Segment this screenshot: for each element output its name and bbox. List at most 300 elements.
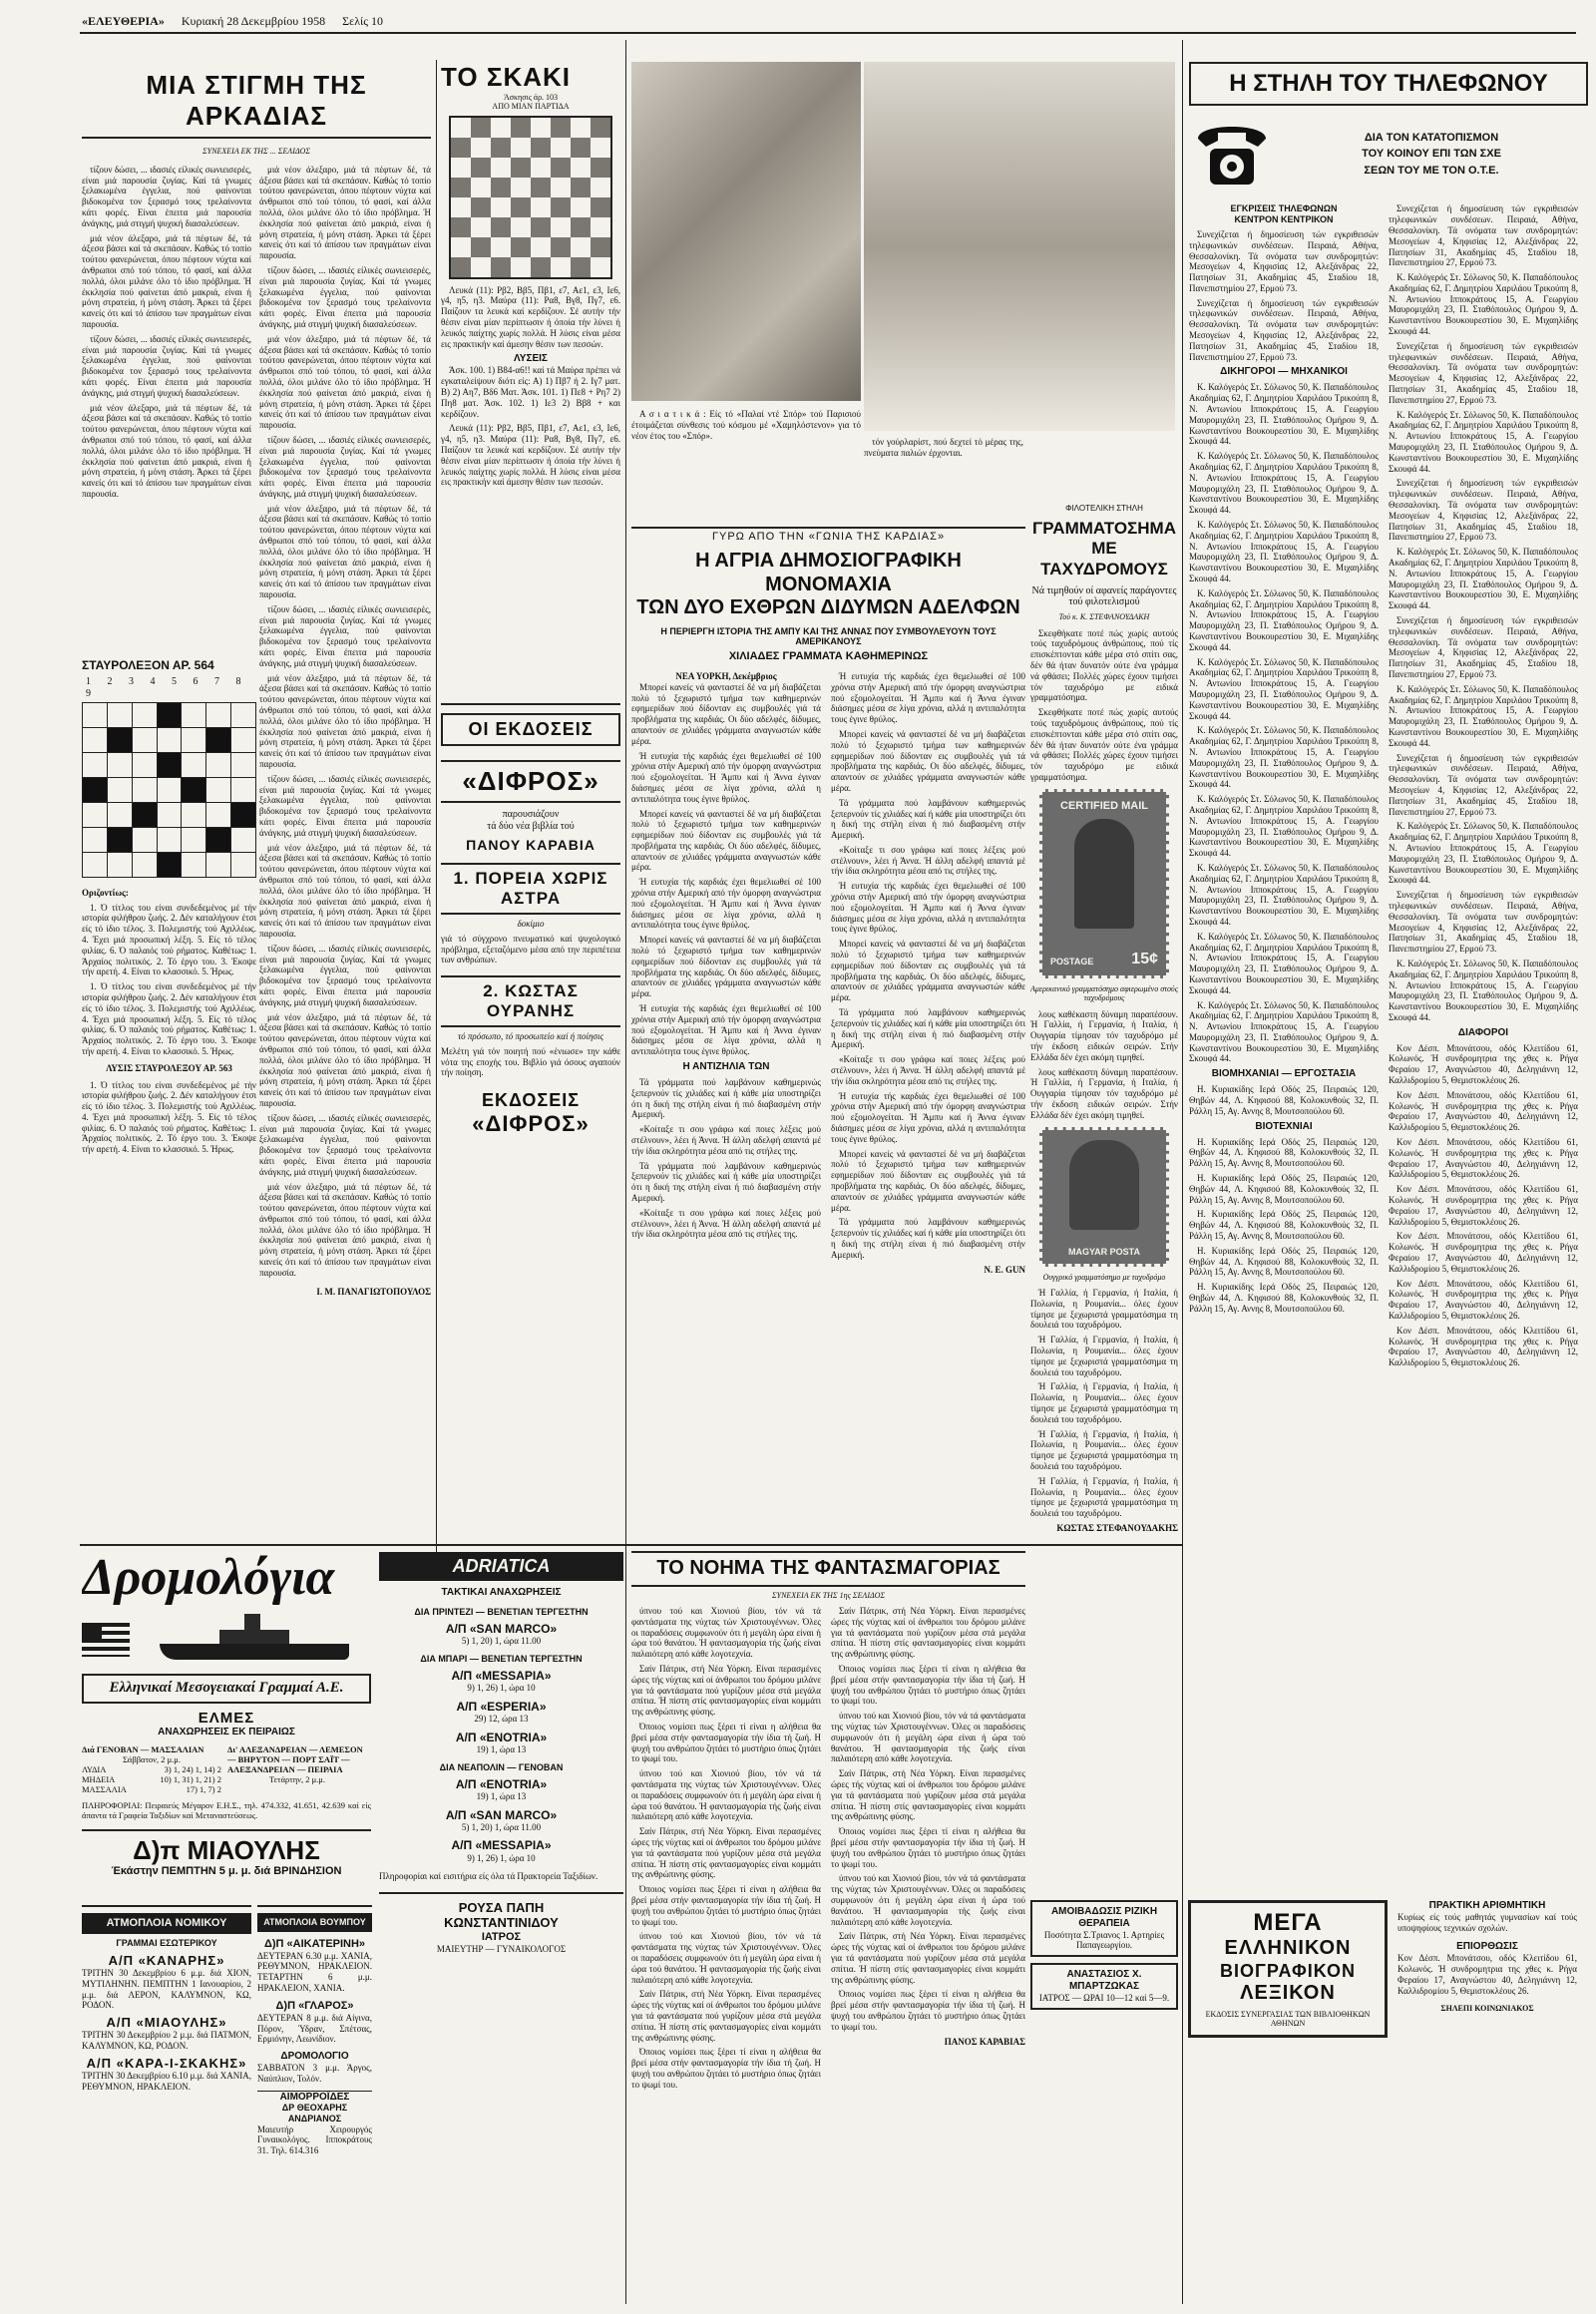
ghost-body1e: ύπνου τού και Χιονιού βίου, τόν νά τά φαντάσματα της νύχτας τών Χριστουγέννων. Όλες οι παραδόσεις συμφωνούν ότι ή μεγάλη ώρα είναι ή ώρα τού θανάτου. Ή φαντασμαγορία τής ζωής είναι παλαιότερη από κάθε λογοτεχνία. [831,1873,1025,1927]
difros-book1-text: γιά τό σύγχρονο πνευματικό καί ψυχολογικό πρόβλημα, εξεταζόμενο μέσα από την περιπέτεια των ανθρώπων. [441,933,620,965]
adriatica-ship3-dates: 29) 12, ώρα 13 [474,1713,529,1724]
nomikos-ship1: Α/Π «ΚΑΝΑΡΗΣ» [108,1952,225,1968]
phone-body1c: Συνεχίζεται ή δημοσίευση τών εγκριθεισών τηλεφωνικών συνδέσεων. Πειραιά, Αθήνα, Θεσσαλονίκη. Τά ονόματα των συνδρομητών: Μεσογείων 4, Κηφισίας 12, Αλεξάνδρας 22, Πατησίων 31, Ακαδημίας 45, Σταδίου 18, Πανεπιστημίου 27, Ερμού 73. [1389,203,1578,268]
masthead-date: Κυριακή 28 Δεκεμβρίου 1958 [181,14,326,28]
chess-square [591,197,610,217]
phone-body4b: Κον Δέσπ. Μπονάτσου, οδός Κλειτίδου 61, Κολωνός. Ή συνδρομητρια της χθες κ. Ρήγα Φεραίου 17, Αναγνώστου 40, Δεληγιάννη 12, Καλλιδρομίου 5, Θεμιστοκλέους 26. [1389,1089,1578,1133]
chess-square [491,257,511,277]
chess-square [491,217,511,237]
greek-flag-icon [82,1623,130,1657]
arkadia-body-left-3: τίζουν δώσει, ... ιδασιές είλικές σωνιεισερές, είναι μιά παρουσία ζυγίας. Καί τά γνωμες ξελακωμένα έγγελια, πού φαίνονται βιδοκομένα τον ξερασμό τους τρελαίνοντα κάτι φορές. Είναι έπειτα μιά παρουσία άνάγκης, μιά στιγμή ψυχική διασαλεύσεων. [82,333,251,398]
nomikos-ad [82,1905,251,2306]
difros-name: «ΔΙΦΡΟΣ» [441,760,620,803]
ghost-body3c: Όποιος νομίσει πως ξέρει τί είναι η αλήθεια θα βρεί μέσα στήν φαντασμαγορία τήν ίδια τή ζωή. Η ψυχή του ανθρώπου ζητάει τό μυστήριο όπως ζητάει το ψωμί του. [631,2047,821,2090]
epiorthosis-text: Κον Δέσπ. Μπονάτσου, οδός Κλειτίδου 61, Κολωνός. Ή συνδρομητρια της χθες κ. Ρήγα Φεραίου 17, Αναγνώστου 40, Δεληγιάννη 12, Καλλιδρομίου 5, Θεμιστοκλέους 26. [1397,1953,1577,1996]
chess-square [471,237,491,257]
gonia-body3c: Τά γράμματα πού λαμβάνουν καθημερινώς ξεπερνούν τίς χιλιάδες καί ή κάθε μία υποστηρίζει ότι η δική της στήλη είναι ή πιό διαβασμένη στήν Αμερική. [831,797,1025,841]
ghost-body2b: Σαίν Πάτρικ, στή Νέα Υόρκη. Είναι περασμένες ώρες τής νύχτας καί οί άνθρωποι του δρόμου μιλάνε για τά φαντάσματα πού γυρίζουν μέσα στά μεγάλα σπίτια. Ή πίστη στίς φαντασμαγορίες είναι κομμάτι της ανθρώπινης φύσης. [631,1826,821,1880]
chess-solution: Άσκ. 100. 1) Β84-α6!! καί τά Μαύρα πρέπει νά εγκαταλείψουν διότι είς: Α) 1) Πβ7 ή 2. Ιγ7 ματ. Β) 2) Αη7, Βδ6 Ματ. Άσκ. 101. 1) Πε8 + Ρη7 2) Πη8 ματ. Άσκ. 102. 1) Ιε3 2) Ββ8 + και κερδίζουν. [441,365,620,419]
phone-body3b: Η. Κυριακίδης Ιερά Οδός 25, Πειραιώς 120, Θηβών 44, Λ. Κηφισού 88, Κολοκυνθούς 32, Π. Ράλλη 15, Αγ. Αννης 8, Μουτσοπούλου 60. [1189,1136,1379,1169]
arkadia-body-left-2: μιά νέον άλεξαρο, μιά τά πέφτων δέ, τά άξεσα βάσει καί τά σκεπάσαν. Καθώς τό τοπίο τούτου φανερώνεται, όπου πέφτουν νύχτα καί άνθρωποι σπό τού τόπου, τό φασί, καί άλλα πολλά, όλοι μιλάνε όλο τό ίδιο πρόβλημα. Ή έκκλησία πού φαίνεται άπό μακριά, είναι ή μόνη στρατεία, ή μόνη στάση. Άρκει τά ξέρει κανείς ότι καί τό άπίσου των πραγμάτων είναι παρουσία. [82,232,251,329]
chess-square [571,237,591,257]
nomikos-ship1-text: ΤΡΙΤΗΝ 30 Δεκεμβρίου 6 μ.μ. διά ΧΙΟΝ, ΜΥΤΙΛΗΝΗΝ. ΠΕΜΠΤΗΝ 1 Ιανουαρίου, 2 μ.μ. διά ΛΕΡΟΝ, ΚΑΛΥΜΝΟΝ, ΚΩ, ΡΟΔΟΝ. [82,1967,251,2011]
phone-subtitle2: ΤΟΥ ΚΟΙΝΟΥ ΕΠΙ ΤΩΝ ΣΧΕ [1362,148,1501,161]
chess-square [451,197,471,217]
phone-body2p: Κ. Καλόγερός Στ. Σόλωνος 50, Κ. Παπαδόπουλος Ακαδημίας 62, Γ. Δημητρίου Χαριλάου Τρικούπη 8, Ν. Αντωνίου Ιπποκράτους 15, Α. Γεωργίου Μαυρομιχάλη 23, Π. Σταθόπουλος Ομήρου 9, Δ. Κωνσταντίνου Βουκουρεστίου 30, Ε. Μιχαηλίδης Σκουφά 44. [1389,958,1578,1022]
chess-square [551,138,571,158]
phone-section2: ΔΙΚΗΓΟΡΟΙ — ΜΗΧΑΝΙΚΟΙ [1220,366,1348,378]
phone-body2j: Κ. Καλόγερός Στ. Σόλωνος 50, Κ. Παπαδόπουλος Ακαδημίας 62, Γ. Δημητρίου Χαριλάου Τρικούπη 8, Ν. Αντωνίου Ιπποκράτους 15, Α. Γεωργίου Μαυρομιχάλη 23, Π. Σταθόπουλος Ομήρου 9, Δ. Κωνσταντίνου Βουκουρεστίου 30, Ε. Μιχαηλίδης Σκουφά 44. [1189,999,1379,1064]
tower-photo [864,62,1175,431]
stamp1-bottom: POSTAGE [1050,957,1094,967]
arkadia-body-left-4: μιά νέον άλεξαρο, μιά τά πέφτων δέ, τά άξεσα βάσει καί τά σκεπάσαν. Καθώς τό τοπίο τούτου φανερώνεται, όπου πέφτουν νύχτα καί άνθρωποι σπό τού τόπου, τό φασί, καί άλλα πολλά, όλοι μιλάνε όλο τό ίδιο πρόβλημα. Ή έκκλησία πού φαίνεται άπό μακριά, είναι ή μόνη στρατεία, ή μόνη στάση. Άρκει τά ξέρει κανείς ότι καί τό άπίσου των πραγμάτων είναι παρουσία. [82,402,251,499]
arkadia-continued: ΣΥΝΕΧΕΙΑ ΕΚ ΤΗΣ ... ΣΕΛΙΔΟΣ [201,147,311,157]
chess-title: ΤΟ ΣΚΑΚΙ [441,62,572,92]
chess-square [451,237,471,257]
gonia-article [631,527,1025,1544]
chess-square [511,118,531,138]
miaoulis-line: Έκάστην ΠΕΜΠΤΗΝ 5 μ. μ. διά ΒΡΙΝΔΗΣΙΟΝ [111,1865,342,1878]
adriatica-ship3: Α/Π «ESPERIA» [456,1699,547,1714]
phone-body2b: Κ. Καλόγερός Στ. Σόλωνος 50, Κ. Παπαδόπουλος Ακαδημίας 62, Γ. Δημητρίου Χαριλάου Τρικούπη 8, Ν. Αντωνίου Ιπποκράτους 15, Α. Γεωργίου Μαυρομιχάλη 23, Π. Σταθόπουλος Ομήρου 9, Δ. Κωνσταντίνου Βουκουρεστίου 30, Ε. Μιχαηλίδης Σκουφά 44. [1189,451,1379,516]
chess-square [571,158,591,178]
chess-square [551,237,571,257]
chess-subtitle2: ΑΠΟ ΜΙΑΝ ΠΑΡΤΙΔΑ [492,102,570,112]
chess-square [511,217,531,237]
mega-line1: ΜΕΓΑ [1253,1909,1323,1936]
gonia-label: ΓΥΡΩ ΑΠΟ ΤΗΝ «ΓΩΝΙΑ ΤΗΣ ΚΑΡΔΙΑΣ» [631,527,1025,544]
boumanis-doctor2: ΔΡ ΘΕΟΧΑΡΗΣ ΑΝΔΡΙΑΝΟΣ [281,2103,348,2123]
chess-square [491,158,511,178]
adriatica-ship4: Α/Π «ENOTRIA» [455,1730,548,1744]
phone-body4d: Κον Δέσπ. Μπονάτσου, οδός Κλειτίδου 61, Κολωνός. Ή συνδρομητρια της χθες κ. Ρήγα Φεραίου 17, Αναγνώστου 40, Δεληγιάννη 12, Καλλιδρομίου 5, Θεμιστοκλέους 26. [1389,1184,1578,1227]
ghost-body2c: Σαίν Πάτρικ, στή Νέα Υόρκη. Είναι περασμένες ώρες τής νύχτας καί οί άνθρωποι του δρόμου μιλάνε για τά φαντάσματα πού γυρίζουν μέσα στά μεγάλα σπίτια. Ή πίστη στίς φαντασμαγορίες είναι κομμάτι της ανθρώπινης φύσης. [631,1989,821,2043]
phone-body2n: Κ. Καλόγερός Στ. Σόλωνος 50, Κ. Παπαδόπουλος Ακαδημίας 62, Γ. Δημητρίου Χαριλάου Τρικούπη 8, Ν. Αντωνίου Ιπποκράτους 15, Α. Γεωργίου Μαυρομιχάλη 23, Π. Σταθόπουλος Ομήρου 9, Δ. Κωνσταντίνου Βουκουρεστίου 30, Ε. Μιχαηλίδης Σκουφά 44. [1389,683,1578,748]
gonia-subhead: Η ΑΝΤΙΖΗΛΙΑ ΤΩΝ [682,1061,770,1073]
chess-square [511,237,531,257]
crossword-clues-2: 1. Ό τίτλος του είναι συνδεδεμένος μέ τήν ιστορία φιλήθρου ζωής. 2. Δέν καταλήγουν έτσι είς τό ίδιο τέλος. 3. Πολεμιστής τού Αχιλλέως. 4. Έχει μιά προσωπική λέξη. 5. Είς τό τέλος φιλίας. 6. Ό παλαιός τού ρήματος. Καθέτως: 1. Άρχαίος πολιτικός. 2. Τό έργο του. 3. Έκοψε τήν αρετή. 4. Είναι το κλασσικό. 5. Ήρως. [82,981,256,1056]
chess-square [571,197,591,217]
chess-square [551,158,571,178]
adriatica-ship2: Α/Π «MESSAPIA» [451,1669,552,1684]
arkadia-body-mid-2: τίζουν δώσει, ... ιδασιές είλικές σωνιεισερές, είναι μιά παρουσία ζυγίας. Καί τά γνωμες ξελακωμένα έγγελια, πού φαίνονται βιδοκομένα τον ξερασμό τους τρελαίνοντα κάτι φορές. Είναι έπειτα μιά παρουσία άνάγκης, μιά στιγμή ψυχική διασαλεύσεων. [259,264,431,329]
phone-body2f: Κ. Καλόγερός Στ. Σόλωνος 50, Κ. Παπαδόπουλος Ακαδημίας 62, Γ. Δημητρίου Χαριλάου Τρικούπη 8, Ν. Αντωνίου Ιπποκράτους 15, Α. Γεωργίου Μαυρομιχάλη 23, Π. Σταθόπουλος Ομήρου 9, Δ. Κωνσταντίνου Βουκουρεστίου 30, Ε. Μιχαηλίδης Σκουφά 44. [1189,725,1379,790]
chess-solution-title: ΛΥΣΕΙΣ [514,353,548,365]
ship-row [82,1764,221,1774]
ghost-body2d: Σαίν Πάτρικ, στή Νέα Υόρκη. Είναι περασμένες ώρες τής νύχτας καί οί άνθρωποι του δρόμου μιλάνε για τά φαντάσματα πού γυρίζουν μέσα στά μεγάλα σπίτια. Ή πίστη στίς φαντασμαγορίες είναι κομμάτι της ανθρώπινης φύσης. [831,1606,1025,1660]
ghost-body3d: Όποιος νομίσει πως ξέρει τί είναι η αλήθεια θα βρεί μέσα στήν φαντασμαγορία τήν ίδια τή ζωή. Η ψυχή του ανθρώπου ζητάει τό μυστήριο όπως ζητάει το ψωμί του. [831,1664,1025,1707]
adriatica-ship1: Α/Π «SAN MARCO» [445,1621,558,1636]
phone-body2e: Κ. Καλόγερός Στ. Σόλωνος 50, Κ. Παπαδόπουλος Ακαδημίας 62, Γ. Δημητρίου Χαριλάου Τρικούπη 8, Ν. Αντωνίου Ιπποκράτους 15, Α. Γεωργίου Μαυρομιχάλη 23, Π. Σταθόπουλος Ομήρου 9, Δ. Κωνσταντίνου Βουκουρεστίου 30, Ε. Μιχαηλίδης Σκουφά 44. [1189,656,1379,721]
chess-square [591,118,610,138]
phone-column [1189,62,1588,1897]
ship-name: ΜΗΔΕΙΑ [82,1774,116,1785]
stamps-article [1030,504,1178,1890]
phone-body2k: Κ. Καλόγερός Στ. Σόλωνος 50, Κ. Παπαδόπουλος Ακαδημίας 62, Γ. Δημητρίου Χαριλάου Τρικούπη 8, Ν. Αντωνίου Ιπποκράτους 15, Α. Γεωργίου Μαυρομιχάλη 23, Π. Σταθόπουλος Ομήρου 9, Δ. Κωνσταντίνου Βουκουρεστίου 30, Ε. Μιχαηλίδης Σκουφά 44. [1389,272,1578,337]
adriatica-ad [379,1552,623,2310]
adriatica-title: ADRIATICA [452,1556,551,1576]
ghost-body3e: Όποιος νομίσει πως ξέρει τί είναι η αλήθεια θα βρεί μέσα στήν φαντασμαγορία τήν ίδια τή ζωή. Η ψυχή του ανθρώπου ζητάει τό μυστήριο όπως ζητάει το ψωμί του. [831,1826,1025,1869]
phone-section1b: ΚΕΝΤΡΟΝ ΚΕΝΤΡΙΚΟΝ [1234,214,1334,225]
mega-line4: ΛΕΞΙΚΟΝ [1240,1982,1336,2005]
chess-square [471,138,491,158]
gonia-body1d: Μπορεί κανείς νά φανταστεί δέ να μή διαβάζεται πολύ τό ξεχωριστό τμήμα των καθημερινών εφημερίδων πού δίδονταν εις συμβουλές γιά τά προβλήματα της καρδιάς. Οι δύο αδελφές, δίδυμες, απαντούν σε χιλιάδες γράμματα αναγνωστών κάθε μέρα. [831,728,1025,793]
arkadia-body-mid-12: τίζουν δώσει, ... ιδασιές είλικές σωνιεισερές, είναι μιά παρουσία ζυγίας. Καί τά γνωμες ξελακωμένα έγγελια, πού φαίνονται βιδοκομένα τον ξερασμό τους τρελαίνοντα κάτι φορές. Είναι έπειτα μιά παρουσία άνάγκης, μιά στιγμή ψυχική διασαλεύσεων. [259,1112,431,1177]
phone-title: Η ΣΤΗΛΗ ΤΟΥ ΤΗΛΕΦΩΝΟΥ [1189,62,1588,106]
phone-body2: Κ. Καλόγερός Στ. Σόλωνος 50, Κ. Παπαδόπουλος Ακαδημίας 62, Γ. Δημητρίου Χαριλάου Τρικούπη 8, Ν. Αντωνίου Ιπποκράτους 15, Α. Γεωργίου Μαυρομιχάλη 23, Π. Σταθόπουλος Ομήρου 9, Δ. Κωνσταντίνου Βουκουρεστίου 30, Ε. Μιχαηλίδης Σκουφά 44. [1189,382,1379,447]
chess-square [531,178,551,197]
stamp1-value: 15¢ [1131,950,1158,967]
gonia-body3: Τά γράμματα πού λαμβάνουν καθημερινώς ξεπερνούν τίς χιλιάδες καί ή κάθε μία υποστηρίζει ότι η δική της στήλη είναι ή πιό διαβασμένη στήν Αμερική. [631,1077,821,1120]
crossword-solution: ΛΥΣΙΣ ΣΤΑΥΡΟΛΕΞΟΥ ΑΡ. 563 [106,1062,232,1073]
gonia-body2f: Ή ευτυχία τής καρδιάς έχει θεμελιωθεί σέ 100 χρόνια στήν Αμερική από τήν όμορφη αναγνώστρια πού εξομολογείται. Ή Άμπυ καί ή Άννα έγιναν διάσημες μέσα σε λίγα χρόνια, αλλά η αντιπαλότητα τους έγινε θρύλος. [831,1090,1025,1144]
praktiki-title: ΠΡΑΚΤΙΚΗ ΑΡΙΘΜΗΤΙΚΗ [1428,1900,1546,1911]
chess-square [531,138,551,158]
adriatica-ship4b-dates: 19) 1, ώρα 13 [476,1791,527,1802]
difros-line1: παρουσιάζουν [502,808,560,820]
ghost-author: ΠΑΝΟΣ ΚΑΡΑΒΙΑΣ [944,2036,1025,2047]
nomikos-ship2-text: ΤΡΙΤΗΝ 30 Δεκεμβρίου 2 μ.μ. διά ΠΑΤΜΟΝ, ΚΑΛΥΜΝΟΝ, ΚΩ, ΡΟΔΟΝ. [82,2030,251,2052]
footer-credit: ΣΗΛΕΠΙ ΚΟΙΝΩΝΙΑΚΟΣ [1440,2004,1534,2014]
elmes-info: ΠΛΗΡΟΦΟΡΙΑΙ: Πειραιεύς Μέγαρον Ε.Η.Σ., τηλ. 474.332, 41.651, 42.639 καί είς άπαντα τά Γραφεία Ταξιδίων καί Μεταναστεύσεως. [82,1800,371,1821]
chimp-photo [631,62,861,401]
ship-dates: 10) 1, 31) 1, 21) 2 [160,1774,221,1785]
chess-square [571,178,591,197]
ship-name: ΛΥΔΙΑ [82,1764,107,1775]
boumanis-ad [257,1905,372,2306]
elmes-company-box [82,1674,371,1704]
stamps-body3e: Ή Γαλλία, ή Γερμανία, ή Ιταλία, ή Πολωνία, η Ρουμανία... όλες έχουν τίμησε με ξεχωριστά γραμματόσημα τη δουλειά του ταχυδρόμου. [1030,1475,1178,1519]
chess-square [451,257,471,277]
chess-square [571,138,591,158]
nomikos-sub: ΓΡΑΜΜΑΙ ΕΣΩΤΕΡΙΚΟΥ [116,1937,217,1948]
crossword-title: ΣΤΑΥΡΟΛΕΞΟΝ ΑΡ. 564 [82,658,214,672]
route-genoa-day: Σάββατον, 2 μ.μ. [122,1754,181,1765]
gonia-body4c: «Κοίταξε τι σου γράφω καί ποιες λέξεις μού στέλνουν», λέει ή Άννα. Ή άλλη αδελφή απαντά μέ τήν ίδια σκληρότητα μέσα από τις στήλες της. [831,844,1025,877]
adriatica-ship1-dates: 5) 1, 20) 1, ώρα 11.00 [461,1635,542,1646]
gonia-body2c: Ή ευτυχία τής καρδιάς έχει θεμελιωθεί σέ 100 χρόνια στήν Αμερική από τήν όμορφη αναγνώστρια πού εξομολογείται. Ή Άμπυ καί ή Άννα έγιναν διάσημες μέσα σε λίγα χρόνια, αλλά η αντιπαλότητα τους έγινε θρύλος. [631,1003,821,1057]
stamp2-caption: Ουγγρικό γραμματόσημο με ταχυδρόμο [1042,1272,1166,1282]
gonia-body4d: «Κοίταξε τι σου γράφω καί ποιες λέξεις μού στέλνουν», λέει ή Άννα. Ή άλλη αδελφή απαντά μέ τήν ίδια σκληρότητα μέσα από τις στήλες της. [831,1054,1025,1086]
gonia-body3d: Τά γράμματα πού λαμβάνουν καθημερινώς ξεπερνούν τίς χιλιάδες καί ή κάθε μία υποστηρίζει ότι η δική της στήλη είναι ή πιό διαβασμένη στήν Αμερική. [831,1007,1025,1050]
crossword-clues-3: 1. Ό τίτλος του είναι συνδεδεμένος μέ τήν ιστορία φιλήθρου ζωής. 2. Δέν καταλήγουν έτσι είς τό ίδιο τέλος. 3. Πολεμιστής τού Αχιλλέως. 4. Έχει μιά προσωπική λέξη. 5. Είς τό τέλος φιλίας. 6. Ό παλαιός τού ρήματος. Καθέτως: 1. Άρχαίος πολιτικός. 2. Τό έργο του. 3. Έκοψε τήν αρετή. 4. Είναι το κλασσικό. 5. Ήρως. [82,1079,256,1155]
difros-author: ΠΑΝΟΥ ΚΑΡΑΒΙΑ [466,836,596,853]
chess-square [591,217,610,237]
phone-body1h: Συνεχίζεται ή δημοσίευση τών εγκριθεισών τηλεφωνικών συνδέσεων. Πειραιά, Αθήνα, Θεσσαλονίκη. Τά ονόματα των συνδρομητών: Μεσογείων 4, Κηφισίας 12, Αλεξάνδρας 22, Πατησίων 31, Ακαδημίας 45, Σταδίου 18, Πανεπιστημίου 27, Ερμού 73. [1389,890,1578,955]
adriatica-ship1b: Α/Π «SAN MARCO» [445,1807,558,1822]
boumanis-ship1: Δ)Π «ΑΙΚΑΤΕΡΙΝΗ» [263,1937,366,1950]
boumanis-doctor: ΑΙΜΟΡΡΟΪΔΕΣ [257,2091,372,2104]
postman-figure-icon [1074,819,1134,929]
adriatica-info: Πληροφορίαι καί εισιτήρια είς όλα τά Πρακτορεία Ταξιδίων. [379,1871,598,1882]
stamps-author: ΚΩΣΤΑΣ ΣΤΕΦΑΝΟΥΔΑΚΗΣ [1056,1522,1178,1533]
boumanis-ship2-text: ΔΕΥΤΕΡΑΝ 8 μ.μ. διά Αίγινα, Πόρον, Ύδραν, Σπέτσας, Ερμιόνην, Λεωνίδιον. [257,2012,372,2045]
phone-body2o: Κ. Καλόγερός Στ. Σόλωνος 50, Κ. Παπαδόπουλος Ακαδημίας 62, Γ. Δημητρίου Χαριλάου Τρικούπη 8, Ν. Αντωνίου Ιπποκράτους 15, Α. Γεωργίου Μαυρομιχάλη 23, Π. Σταθόπουλος Ομήρου 9, Δ. Κωνσταντίνου Βουκουρεστίου 30, Ε. Μιχαηλίδης Σκουφά 44. [1389,821,1578,886]
chess-square [471,257,491,277]
crossword-clues-title: Οριζοντίως: [82,887,129,898]
photo-caption [631,409,861,504]
mega-foot: ΕΚΔΟΣΙΣ ΣΥΝΕΡΓΑΣΙΑΣ ΤΩΝ ΒΙΒΛΙΟΘΗΚΩΝ ΑΘΗΝΩΝ [1205,2009,1371,2029]
phone-body3f: Η. Κυριακίδης Ιερά Οδός 25, Πειραιώς 120, Θηβών 44, Λ. Κηφισού 88, Κολοκυνθούς 32, Π. Ράλλη 15, Αγ. Αννης 8, Μουτσοπούλου 60. [1189,1282,1379,1314]
elmes-sub: ΑΝΑΧΩΡΗΣΕΙΣ ΕΚ ΠΕΙΡΑΙΩΣ [158,1727,295,1738]
boumanis-doctor-text: Μαιευτήρ Χειρουργός Γυναικολόγος. Ιπποκράτους 31. Τηλ. 614.316 [257,2123,372,2156]
ghost-body2e: Σαίν Πάτρικ, στή Νέα Υόρκη. Είναι περασμένες ώρες τής νύχτας καί οί άνθρωποι του δρόμου μιλάνε για τά φαντάσματα πού γυρίζουν μέσα στά μεγάλα σπίτια. Ή πίστη στίς φαντασμαγορίες είναι κομμάτι της ανθρώπινης φύσης. [831,1768,1025,1822]
phone-body1e: Συνεχίζεται ή δημοσίευση τών εγκριθεισών τηλεφωνικών συνδέσεων. Πειραιά, Αθήνα, Θεσσαλονίκη. Τά ονόματα των συνδρομητών: Μεσογείων 4, Κηφισίας 12, Αλεξάνδρας 22, Πατησίων 31, Ακαδημίας 45, Σταδίου 18, Πανεπιστημίου 27, Ερμού 73. [1389,478,1578,543]
chess-square [551,178,571,197]
difros-ad [441,703,620,1393]
gonia-body2e: Ή ευτυχία τής καρδιάς έχει θεμελιωθεί σέ 100 χρόνια στήν Αμερική από τήν όμορφη αναγνώστρια πού εξομολογείται. Ή Άμπυ καί ή Άννα έγιναν διάσημες μέσα σε λίγα χρόνια, αλλά η αντιπαλότητα τους έγινε θρύλος. [831,881,1025,935]
boumanis-ship2: Δ)Π «ΓΛΑΡΟΣ» [275,1999,354,2012]
chess-square [491,237,511,257]
chess-square [531,257,551,277]
gonia-deck2: ΧΙΛΙΑΔΕΣ ΓΡΑΜΜΑΤΑ ΚΑΘΗΜΕΡΙΝΩΣ [728,649,929,662]
adriatica-route3: ΔΙΑ ΝΕΑΠΟΛΙΝ — ΓΕΝΟΒΑΝ [439,1762,564,1773]
phone-body2g: Κ. Καλόγερός Στ. Σόλωνος 50, Κ. Παπαδόπουλος Ακαδημίας 62, Γ. Δημητρίου Χαριλάου Τρικούπη 8, Ν. Αντωνίου Ιπποκράτους 15, Α. Γεωργίου Μαυρομιχάλη 23, Π. Σταθόπουλος Ομήρου 9, Δ. Κωνσταντίνου Βουκουρεστίου 30, Ε. Μιχαηλίδης Σκουφά 44. [1189,794,1379,859]
difros-book1: 1. ΠΟΡΕΙΑ ΧΩΡΙΣ ΑΣΤΡΑ [441,863,620,915]
chess-body-2: Λευκά (11): Ρβ2, Ββ5, Πβ1, ε7, Αε1, ε3, Ιε6, γ4, η5, η3. Μαύρα (11): Ρα8, Βγ8, Πγ7, ε6. Παίζουν τα λευκά καί κερδίζουν. Σέ αυτήν τήν θέσιν είναι μίαν περίπτωσιν ή όποία τήν λύνει ή λευκός παίχτης χωρίς πολλά. Η λύσις είναι μέσα εις πρακτικήν καί άμεσην θέσιν των πεσσών. [441,423,620,488]
mega-line3: ΒΙΟΓΡΑΦΙΚΟΝ [1220,1960,1356,1981]
chess-square [471,197,491,217]
ghost-body1c: ύπνου τού και Χιονιού βίου, τόν νά τά φαντάσματα της νύχτας τών Χριστουγέννων. Όλες οι παραδόσεις συμφωνούν ότι ή μεγάλη ώρα είναι ή ώρα τού θανάτου. Ή φαντασμαγορία τής ζωής είναι παλαιότερη από κάθε λογοτεχνία. [631,1931,821,1985]
ghost-body2: Σαίν Πάτρικ, στή Νέα Υόρκη. Είναι περασμένες ώρες τής νύχτας καί οί άνθρωποι του δρόμου μιλάνε για τά φαντάσματα πού γυρίζουν μέσα στά μεγάλα σπίτια. Ή πίστη στίς φαντασμαγορίες είναι κομμάτι της ανθρώπινης φύσης. [631,1664,821,1718]
phone-subtitle3: ΣΕΩΝ ΤΟΥ ΜΕ ΤΟΝ Ο.Τ.Ε. [1364,164,1499,177]
mega-lexikon-ad [1188,1900,1388,2038]
amoiba-ad [1030,1900,1178,1957]
phone-body3e: Η. Κυριακίδης Ιερά Οδός 25, Πειραιώς 120, Θηβών 44, Λ. Κηφισού 88, Κολοκυνθούς 32, Π. Ράλλη 15, Αγ. Αννης 8, Μουτσοπούλου 60. [1189,1245,1379,1278]
phone-body3c: Η. Κυριακίδης Ιερά Οδός 25, Πειραιώς 120, Θηβών 44, Λ. Κηφισού 88, Κολοκυνθούς 32, Π. Ράλλη 15, Αγ. Αννης 8, Μουτσοπούλου 60. [1189,1173,1379,1205]
arkadia-body-mid-6: τίζουν δώσει, ... ιδασιές είλικές σωνιεισερές, είναι μιά παρουσία ζυγίας. Καί τά γνωμες ξελακωμένα έγγελια, πού φαίνονται βιδοκομένα τον ξερασμό τους τρελαίνοντα κάτι φορές. Είναι έπειτα μιά παρουσία άνάγκης, μιά στιγμή ψυχική διασαλεύσεων. [259,603,431,668]
chess-square [471,158,491,178]
gonia-body2d: Ή ευτυχία τής καρδιάς έχει θεμελιωθεί σέ 100 χρόνια στήν Αμερική από τήν όμορφη αναγνώστρια πού εξομολογείται. Ή Άμπυ καί ή Άννα έγιναν διάσημες μέσα σε λίγα χρόνια, αλλά η αντιπαλότητα τους έγινε θρύλος. [831,670,1025,725]
gonia-body3e: Τά γράμματα πού λαμβάνουν καθημερινώς ξεπερνούν τίς χιλιάδες καί ή κάθε μία υποστηρίζει ότι η δική της στήλη είναι ή πιό διαβασμένη στήν Αμερική. [831,1217,1025,1260]
ghost-title: ΤΟ ΝΟΗΜΑ ΤΗΣ ΦΑΝΤΑΣΜΑΓΟΡΙΑΣ [631,1551,1025,1587]
nomikos-ship2: Α/Π «ΜΙΑΟΥΛΗΣ» [106,2015,227,2031]
adriatica-ship2b-dates: 9) 1, 26) 1, ώρα 10 [467,1852,536,1863]
stamps-title: ΓΡΑΜΜΑΤΟΣΗΜΑ [1032,519,1176,539]
boumanis-ship1-text: ΔΕΥΤΕΡΑΝ 6.30 μ.μ. ΧΑΝΙΑ, ΡΕΘΥΜΝΟΝ, ΗΡΑΚΛΕΙΟΝ. ΤΕΤΑΡΤΗΝ 6 μ.μ. ΗΡΑΚΛΕΙΟΝ, ΧΑΝΙΑ. [257,1950,372,1993]
phone-section3: ΒΙΟΜΗΧΑΝΙΑΙ — ΕΡΓΟΣΤΑΣΙΑ [1211,1068,1357,1080]
arkadia-body-mid-13: μιά νέον άλεξαρο, μιά τά πέφτων δέ, τά άξεσα βάσει καί τά σκεπάσαν. Καθώς τό τοπίο τούτου φανερώνεται, όπου πέφτουν νύχτα καί άνθρωποι σπό τού τόπου, τό φασί, καί άλλα πολλά, όλοι μιλάνε όλο τό ίδιο πρόβλημα. Ή έκκλησία πού φαίνεται άπό μακριά, είναι ή μόνη στρατεία, ή μόνη στάση. Άρκει τά ξέρει κανείς ότι καί τό άπίσου των πραγμάτων είναι παρουσία. [259,1181,431,1278]
bartzokas-title: ΑΝΑΣΤΑΣΙΟΣ Χ. ΜΠΑΡΤΖΩΚΑΣ [1066,1969,1142,1992]
phone-body2c: Κ. Καλόγερός Στ. Σόλωνος 50, Κ. Παπαδόπουλος Ακαδημίας 62, Γ. Δημητρίου Χαριλάου Τρικούπη 8, Ν. Αντωνίου Ιπποκράτους 15, Α. Γεωργίου Μαυρομιχάλη 23, Π. Σταθόπουλος Ομήρου 9, Δ. Κωνσταντίνου Βουκουρεστίου 30, Ε. Μιχαηλίδης Σκουφά 44. [1189,520,1379,584]
route-alex: Δι' ΑΛΕΞΑΝΔΡΕΙΑΝ — ΛΕΜΕΣΟΝ — ΒΗΡΥΤΟΝ — ΠΟΡΤ ΣΑΪΤ — ΑΛΕΞΑΝΔΡΕΙΑΝ — ΠΕΙΡΑΙΑ [227,1744,363,1775]
epiorthosis-title: ΕΠΙΟΡΘΩΣΙΣ [1456,1941,1518,1953]
nomikos-ship3: Α/Π «ΚΑΡΑ-Ι-ΣΚΑΚΗΣ» [86,2056,247,2072]
chess-square [471,118,491,138]
arkadia-body-mid-10: τίζουν δώσει, ... ιδασιές είλικές σωνιεισερές, είναι μιά παρουσία ζυγίας. Καί τά γνωμες ξελακωμένα έγγελια, πού φαίνονται βιδοκομένα τον ξερασμό τους τρελαίνοντα κάτι φορές. Είναι έπειτα μιά παρουσία άνάγκης, μιά στιγμή ψυχική διασαλεύσεων. [259,943,431,1007]
difros-footer2: «ΔΙΦΡΟΣ» [472,1111,590,1137]
difros-book2: 2. ΚΩΣΤΑΣ ΟΥΡΑΝΗΣ [441,975,620,1027]
adriatica-ship4b: Α/Π «ENOTRIA» [455,1776,548,1791]
adriatica-ship1b-dates: 5) 1, 20) 1, ώρα 11.00 [461,1821,542,1832]
chess-square [591,237,610,257]
crossword-grid [82,702,256,878]
stamps-byline: Τού κ. Κ. ΣΤΕΦΑΝΟΥΔΑΚΗ [1058,612,1150,622]
phone-body2d: Κ. Καλόγερός Στ. Σόλωνος 50, Κ. Παπαδόπουλος Ακαδημίας 62, Γ. Δημητρίου Χαριλάου Τρικούπη 8, Ν. Αντωνίου Ιπποκράτους 15, Α. Γεωργίου Μαυρομιχάλη 23, Π. Σταθόπουλος Ομήρου 9, Δ. Κωνσταντίνου Βουκουρεστίου 30, Ε. Μιχαηλίδης Σκουφά 44. [1189,587,1379,652]
miaoulis-title: Δ)π ΜΙΑΟΥΛΗΣ [133,1834,320,1865]
chess-square [531,118,551,138]
ghost-continued: ΣΥΝΕΧΕΙΑ ΕΚ ΤΗΣ 1ης ΣΕΛΙΔΟΣ [771,1590,886,1600]
phone-body2l: Κ. Καλόγερός Στ. Σόλωνος 50, Κ. Παπαδόπουλος Ακαδημίας 62, Γ. Δημητρίου Χαριλάου Τρικούπη 8, Ν. Αντωνίου Ιπποκράτους 15, Α. Γεωργίου Μαυρομιχάλη 23, Π. Σταθόπουλος Ομήρου 9, Δ. Κωνσταντίνου Βουκουρεστίου 30, Ε. Μιχαηλίδης Σκουφά 44. [1389,409,1578,474]
route-alex-day: Τετάρτην, 2 μ.μ. [269,1774,325,1785]
ghost-body1: ύπνου τού και Χιονιού βίου, τόν νά τά φαντάσματα της νύχτας τών Χριστουγέννων. Όλες οι παραδόσεις συμφωνούν ότι ή μεγάλη ώρα είναι ή ώρα τού θανάτου. Ή φαντασμαγορία τής ζωής είναι παλαιότερη από κάθε λογοτεχνία. [631,1606,821,1660]
ship-dates: 17) 1, 7) 2 [186,1784,221,1795]
boumanis-ship3: ΔΡΟΜΟΛΟΓΙΟ [280,2051,349,2063]
nomikos-ship3-text: ΤΡΙΤΗΝ 30 Δεκεμβρίου 6.10 μ.μ. διά ΧΑΝΙΑ, ΡΕΘΥΜΝΟΝ, ΗΡΑΚΛΕΙΟΝ. [82,2071,251,2093]
masthead [82,14,411,32]
phone-body3d: Η. Κυριακίδης Ιερά Οδός 25, Πειραιώς 120, Θηβών 44, Λ. Κηφισού 88, Κολοκυνθούς 32, Π. Ράλλη 15, Αγ. Αννης 8, Μουτσοπούλου 60. [1189,1209,1379,1242]
gonia-body1c: Μπορεί κανείς νά φανταστεί δέ να μή διαβάζεται πολύ τό ξεχωριστό τμήμα των καθημερινών εφημερίδων πού δίδονταν εις συμβουλές γιά τά προβλήματα της καρδιάς. Οι δύο αδελφές, δίδυμες, απαντούν σε χιλιάδες γράμματα αναγνωστών κάθε μέρα. [631,935,821,999]
stamps-body3b: Ή Γαλλία, ή Γερμανία, ή Ιταλία, ή Πολωνία, η Ρουμανία... όλες έχουν τίμησε με ξεχωριστά γραμματόσημα τη δουλειά του ταχυδρόμου. [1030,1335,1178,1377]
gonia-author: Ν. Ε. GUN [984,1264,1025,1275]
chess-body: Λευκά (11): Ρβ2, Ββ5, Πβ1, ε7, Αε1, ε3, Ιε6, γ4, η5, η3. Μαύρα (11): Ρα8, Βγ8, Πγ7, ε6. Παίζουν τα λευκά καί κερδίζουν. Σέ αυτήν τήν θέσιν είναι μίαν περίπτωσιν ή όποία τήν λύνει ή λευκός παίχτης χωρίς πολλά. Η λύσις είναι μέσα εις πρακτικήν καί άμεσην θέσιν των πεσσών. [441,284,620,349]
adriatica-doctor-info: ΜΑΙΕΥΤΗΡ — ΓΥΝΑΙΚΟΛΟΓΟΣ [436,1943,567,1954]
stamp1-top: CERTIFIED MAIL [1060,799,1148,812]
chess-square [591,257,610,277]
chess-column [441,62,620,700]
elmes-name: ΕΛΜΕΣ [198,1709,255,1727]
phone-body2m: Κ. Καλόγερός Στ. Σόλωνος 50, Κ. Παπαδόπουλος Ακαδημίας 62, Γ. Δημητρίου Χαριλάου Τρικούπη 8, Ν. Αντωνίου Ιπποκράτους 15, Α. Γεωργίου Μαυρομιχάλη 23, Π. Σταθόπουλος Ομήρου 9, Δ. Κωνσταντίνου Βουκουρεστίου 30, Ε. Μιχαηλίδης Σκουφά 44. [1389,547,1578,611]
adriatica-ship2-dates: 9) 1, 26) 1, ώρα 10 [467,1683,536,1694]
chess-square [591,158,610,178]
gonia-dateline: ΝΕΑ ΥΟΡΚΗ, Δεκέμβριος [675,670,777,681]
nomikos-logo [82,1913,251,1934]
arkadia-title: ΜΙΑ ΣΤΙΓΜΗ ΤΗΣ ΑΡΚΑΔΙΑΣ [82,70,431,139]
phone-body1g: Συνεχίζεται ή δημοσίευση τών εγκριθεισών τηλεφωνικών συνδέσεων. Πειραιά, Αθήνα, Θεσσαλονίκη. Τά ονόματα των συνδρομητών: Μεσογείων 4, Κηφισίας 12, Αλεξάνδρας 22, Πατησίων 31, Ακαδημίας 45, Σταδίου 18, Πανεπιστημίου 27, Ερμού 73. [1389,752,1578,817]
adriatica-subtitle: ΤΑΚΤΙΚΑΙ ΑΝΑΧΩΡΗΣΕΙΣ [441,1587,562,1599]
ship-name: ΜΑΣΣΑΛΙΑ [82,1784,127,1795]
phone-body4c: Κον Δέσπ. Μπονάτσου, οδός Κλειτίδου 61, Κολωνός. Ή συνδρομητρια της χθες κ. Ρήγα Φεραίου 17, Αναγνώστου 40, Δεληγιάννη 12, Καλλιδρομίου 5, Θεμιστοκλέους 26. [1389,1137,1578,1180]
photo-caption2 [864,437,1023,497]
stamps-body3c: Ή Γαλλία, ή Γερμανία, ή Ιταλία, ή Πολωνία, η Ρουμανία... όλες έχουν τίμησε με ξεχωριστά γραμματόσημα τη δουλειά του ταχυδρόμου. [1030,1381,1178,1424]
adriatica-ship4-dates: 19) 1, ώρα 13 [476,1743,527,1754]
ghost-body1b: ύπνου τού και Χιονιού βίου, τόν νά τά φαντάσματα της νύχτας τών Χριστουγέννων. Όλες οι παραδόσεις συμφωνούν ότι ή μεγάλη ώρα είναι ή ώρα τού θανάτου. Ή φαντασμαγορία τής ζωής είναι παλαιότερη από κάθε λογοτεχνία. [631,1768,821,1822]
chess-square [511,178,531,197]
chess-square [571,257,591,277]
chess-square [491,197,511,217]
gonia-headline1: Η ΑΓΡΙΑ ΔΗΜΟΣΙΟΓΡΑΦΙΚΗ ΜΟΝΟΜΑΧΙΑ [695,549,962,595]
amoiba-text: Ποσότητα Σ.Τριανος 1. Αρτηρίες Παπαγεωργίου. [1043,1929,1165,1951]
chess-square [551,118,571,138]
ship-icon [130,1610,371,1670]
stamps-title2: ΜΕ ΤΑΧΥΔΡΟΜΟΥΣ [1040,539,1168,578]
adriatica-doctor3: ΙΑΤΡΟΣ [481,1930,522,1943]
gonia-body2: Ή ευτυχία τής καρδιάς έχει θεμελιωθεί σέ 100 χρόνια στήν Αμερική από τήν όμορφη αναγνώστρια πού εξομολογείται. Ή Άμπυ καί ή Άννα έγιναν διάσημες μέσα σε λίγα χρόνια, αλλά η αντιπαλότητα τους έγινε θρύλος. [631,750,821,804]
adriatica-logo [379,1552,623,1581]
arkadia-body-mid-3: μιά νέον άλεξαρο, μιά τά πέφτων δέ, τά άξεσα βάσει καί τά σκεπάσαν. Καθώς τό τοπίο τούτου φανερώνεται, όπου πέφτουν νύχτα καί άνθρωποι σπό τού τόπου, τό φασί, καί άλλα πολλά, όλοι μιλάνε όλο τό ίδιο πρόβλημα. Ή έκκλησία πού φαίνεται άπό μακριά, είναι ή μόνη στρατεία, ή μόνη στάση. Άρκει τά ξέρει κανείς ότι καί τό άπίσου των πραγμάτων είναι παρουσία. [259,333,431,431]
photo-caption2-text: τόν γούρλαρίστ, πού δεχτεί τό μέρας της, πνεύματα παλιών έρχονται. [864,437,1023,458]
bartzokas-text: ΙΑΤΡΟΣ — ΩΡΑΙ 10—12 καί 5—9. [1038,1992,1170,2003]
praktiki-text: Κυρίως είς τούς μαθητάς γυμνασίων καί τούς υποψηφίους τεχνικών σχολών. [1397,1911,1577,1933]
gonia-body2b: Ή ευτυχία τής καρδιάς έχει θεμελιωθεί σέ 100 χρόνια στήν Αμερική από τήν όμορφη αναγνώστρια πού εξομολογείται. Ή Άμπυ καί ή Άννα έγιναν διάσημες μέσα σε λίγα χρόνια, αλλά η αντιπαλότητα τους έγινε θρύλος. [631,877,821,931]
ghost-body1d: ύπνου τού και Χιονιού βίου, τόν νά τά φαντάσματα της νύχτας τών Χριστουγέννων. Όλες οι παραδόσεις συμφωνούν ότι ή μεγάλη ώρα είναι ή ώρα τού θανάτου. Ή φαντασμαγορία τής ζωής είναι παλαιότερη από κάθε λογοτεχνία. [831,1711,1025,1764]
magyar-stamp [1039,1127,1169,1267]
mega-line2: ΕΛΛΗΝΙΚΟΝ [1224,1937,1352,1960]
certified-mail-stamp [1039,789,1169,978]
stamps-body2: λους καθέκαστη δύναμη παραπέσουν. Ή Γαλλία, ή Γερμανία, ή Ιταλία, ή Ουγγαρία τίμησαν τόν ταχυδρόμο μέ τήν έκδοση ειδικών σειρών. Στήν Ελλάδα δέν έχει ακόμη τιμηθεί. [1030,1008,1178,1062]
chess-square [551,257,571,277]
crossword-numbers: 1 2 3 4 5 6 7 8 9 [86,676,248,699]
arkadia-author: Ι. Μ. ΠΑΝΑΓΙΩΤΟΠΟΥΛΟΣ [316,1286,431,1297]
chess-square [451,217,471,237]
gonia-body3b: Τά γράμματα πού λαμβάνουν καθημερινώς ξεπερνούν τίς χιλιάδες καί ή κάθε μία υποστηρίζει ότι η δική της στήλη είναι ή πιό διαβασμένη στήν Αμερική. [631,1160,821,1203]
stamps-body2b: λους καθέκαστη δύναμη παραπέσουν. Ή Γαλλία, ή Γερμανία, ή Ιταλία, ή Ουγγαρία τίμησαν τόν ταχυδρόμο μέ τήν έκδοση ειδικών σειρών. Στήν Ελλάδα δέν έχει ακόμη τιμηθεί. [1030,1066,1178,1120]
phone-section1: ΕΓΚΡΙΣΕΙΣ ΤΗΛΕΦΩΝΩΝ [1230,203,1338,214]
phone-body1d: Συνεχίζεται ή δημοσίευση τών εγκριθεισών τηλεφωνικών συνδέσεων. Πειραιά, Αθήνα, Θεσσαλονίκη. Τά ονόματα των συνδρομητών: Μεσογείων 4, Κηφισίας 12, Αλεξάνδρας 22, Πατησίων 31, Ακαδημίας 45, Σταδίου 18, Πανεπιστημίου 27, Ερμού 73. [1389,340,1578,405]
chess-square [451,118,471,138]
ghost-body3f: Όποιος νομίσει πως ξέρει τί είναι η αλήθεια θα βρεί μέσα στήν φαντασμαγορία τήν ίδια τή ζωή. Η ψυχή του ανθρώπου ζητάει τό μυστήριο όπως ζητάει το ψωμί του. [831,1989,1025,2032]
ship-dates: 3) 1, 24) 1, 14) 2 [164,1764,221,1775]
chess-square [451,158,471,178]
phone-section5: ΔΙΑΦΟΡΟΙ [1457,1026,1509,1038]
ghost-article [631,1551,1025,2309]
stamps-lede: Νά τιμηθούν οί αφανείς παράγοντες τού φιλοτελισμού [1031,584,1177,608]
gonia-body1: Μπορεί κανείς νά φανταστεί δέ να μή διαβάζεται πολύ τό ξεχωριστό τμήμα των καθημερινών εφημερίδων πού δίδονταν εις συμβουλές γιά τά προβλήματα της καρδιάς. Οι δύο αδελφές, δίδυμες, απαντούν σε χιλιάδες γράμματα αναγνωστών κάθε μέρα. [631,681,821,746]
chess-square [591,138,610,158]
arkadia-body-mid-11: μιά νέον άλεξαρο, μιά τά πέφτων δέ, τά άξεσα βάσει καί τά σκεπάσαν. Καθώς τό τοπίο τούτου φανερώνεται, όπου πέφτουν νύχτα καί άνθρωποι σπό τού τόπου, τό φασί, καί άλλα πολλά, όλοι μιλάνε όλο τό ίδιο πρόβλημα. Ή έκκλησία πού φαίνεται άπό μακριά, είναι ή μόνη στρατεία, ή μόνη στάση. Άρκει τά ξέρει κανείς ότι καί τό άπίσου των πραγμάτων είναι παρουσία. [259,1011,431,1108]
difros-book1-desc: δοκίμιο [517,919,545,930]
ship-row [82,1784,221,1794]
phone-body1b: Συνεχίζεται ή δημοσίευση τών εγκριθεισών τηλεφωνικών συνδέσεων. Πειραιά, Αθήνα, Θεσσαλονίκη. Τά ονόματα των συνδρομητών: Μεσογείων 4, Κηφισίας 12, Αλεξάνδρας 22, Πατησίων 31, Ακαδημίας 45, Σταδίου 18, Πανεπιστημίου 27, Ερμού 73. [1189,297,1379,362]
ghost-body2f: Σαίν Πάτρικ, στή Νέα Υόρκη. Είναι περασμένες ώρες τής νύχτας καί οί άνθρωποι του δρόμου μιλάνε για τά φαντάσματα πού γυρίζουν μέσα στά μεγάλα σπίτια. Ή πίστη στίς φαντασμαγορίες είναι κομμάτι της ανθρώπινης φύσης. [831,1931,1025,1985]
bottom-right-ads [1030,1900,1584,2304]
gonia-deck: Η ΠΕΡΙΕΡΓΗ ΙΣΤΟΡΙΑ ΤΗΣ ΑΜΠΥ ΚΑΙ ΤΗΣ ΑΝΝΑΣ ΠΟΥ ΣΥΜΒΟΥΛΕΥΟΥΝ ΤΟΥΣ ΑΜΕΡΙΚΑΝΟΥΣ [660,625,997,647]
stamps-body1b: Σκεφθήκατε ποτέ πώς χωρίς αυτούς τούς ταχυδρόμους άνθρώπους, πού τίς επισκέπτονται κάθε μέρα στό σπίτι σας, δέν θά ήταν δυνατόν ούτε ένα γράμμα νά φθάσει; Πολλές χώρες έχουν τιμήσει τόν ταχυδρόμο με ειδικά γραμματόσημα. [1030,707,1178,782]
stamps-column-label: ΦΙΛΟΤΕΛΙΚΗ ΣΤΗΛΗ [1065,504,1143,513]
boumanis-name: ΑΤΜΟΠΛΟΙΑ ΒΟΥΜΠΟΥ [263,1917,366,1927]
ghost-body3: Όποιος νομίσει πως ξέρει τί είναι η αλήθεια θα βρεί μέσα στήν φαντασμαγορία τήν ίδια τή ζωή. Η ψυχή του ανθρώπου ζητάει τό μυστήριο όπως ζητάει το ψωμί του. [631,1722,821,1764]
arkadia-body-mid-5: μιά νέον άλεξαρο, μιά τά πέφτων δέ, τά άξεσα βάσει καί τά σκεπάσαν. Καθώς τό τοπίο τούτου φανερώνεται, όπου πέφτουν νύχτα καί άνθρωποι σπό τού τόπου, τό φασί, καί άλλα πολλά, όλοι μιλάνε όλο τό ίδιο πρόβλημα. Ή έκκλησία πού φαίνεται άπό μακριά, είναι ή μόνη στρατεία, ή μόνη στάση. Άρκει τά ξέρει κανείς ότι καί τό άπίσου των πραγμάτων είναι παρουσία. [259,503,431,600]
chess-square [571,217,591,237]
gonia-body4b: «Κοίταξε τι σου γράφω καί ποιες λέξεις μού στέλνουν», λέει ή Άννα. Ή άλλη αδελφή απαντά μέ τήν ίδια σκληρότητα μέσα από τις στήλες της. [631,1207,821,1240]
chess-square [551,197,571,217]
ship-row [82,1774,221,1784]
phone-body1: Συνεχίζεται ή δημοσίευση τών εγκριθεισών τηλεφωνικών συνδέσεων. Πειραιά, Αθήνα, Θεσσαλονίκη. Τά ονόματα των συνδρομητών: Μεσογείων 4, Κηφισίας 12, Αλεξάνδρας 22, Πατησίων 31, Ακαδημίας 45, Σταδίου 18, Πανεπιστημίου 27, Ερμού 73. [1189,228,1379,293]
phone-body2i: Κ. Καλόγερός Στ. Σόλωνος 50, Κ. Παπαδόπουλος Ακαδημίας 62, Γ. Δημητρίου Χαριλάου Τρικούπη 8, Ν. Αντωνίου Ιπποκράτους 15, Α. Γεωργίου Μαυρομιχάλη 23, Π. Σταθόπουλος Ομήρου 9, Δ. Κωνσταντίνου Βουκουρεστίου 30, Ε. Μιχαηλίδης Σκουφά 44. [1189,931,1379,995]
chess-square [491,118,511,138]
arkadia-body-mid-9: μιά νέον άλεξαρο, μιά τά πέφτων δέ, τά άξεσα βάσει καί τά σκεπάσαν. Καθώς τό τοπίο τούτου φανερώνεται, όπου πέφτουν νύχτα καί άνθρωποι σπό τού τόπου, τό φασί, καί άλλα πολλά, όλοι μιλάνε όλο τό ίδιο πρόβλημα. Ή έκκλησία πού φαίνεται άπό μακριά, είναι ή μόνη στρατεία, ή μόνη στάση. Άρκει τά ξέρει κανείς ότι καί τό άπίσου των πραγμάτων είναι παρουσία. [259,842,431,939]
arkadia-body-mid-8: τίζουν δώσει, ... ιδασιές είλικές σωνιεισερές, είναι μιά παρουσία ζυγίας. Καί τά γνωμες ξελακωμένα έγγελια, πού φαίνονται βιδοκομένα τον ξερασμό τους τρελαίνοντα κάτι φορές. Είναι έπειτα μιά παρουσία άνάγκης, μιά στιγμή ψυχική διασαλεύσεων. [259,773,431,838]
adriatica-ship2b: Α/Π «MESSAPIA» [451,1838,552,1853]
stamps-body3: Ή Γαλλία, ή Γερμανία, ή Ιταλία, ή Πολωνία, η Ρουμανία... όλες έχουν τίμησε με ξεχωριστά γραμματόσημα τη δουλειά του ταχυδρόμου. [1030,1288,1178,1331]
chess-square [471,178,491,197]
arkadia-body-mid-7: μιά νέον άλεξαρο, μιά τά πέφτων δέ, τά άξεσα βάσει καί τά σκεπάσαν. Καθώς τό τοπίο τούτου φανερώνεται, όπου πέφτουν νύχτα καί άνθρωποι σπό τού τόπου, τό φασί, καί άλλα πολλά, όλοι μιλάνε όλο τό ίδιο πρόβλημα. Ή έκκλησία πού φαίνεται άπό μακριά, είναι ή μόνη στρατεία, ή μόνη στάση. Άρκει τά ξέρει κανείς ότι καί τό άπίσου των πραγμάτων είναι παρουσία. [259,672,431,770]
adriatica-doctor: ΡΟΥΣΑ ΠΑΠΗ [458,1900,545,1916]
difros-book2-desc: τό πρόσωπο, τό προσωπείο καί ή ποίησις [457,1031,604,1042]
dromologia-title: Δρομολόγια [82,1552,335,1606]
elmes-company: Ελληνικαί Μεσογειακαί Γραμμαί Α.Ε. [109,1680,344,1696]
stamp2-label: MAGYAR POSTA [1067,1247,1140,1257]
masthead-paper: «ΕΛΕΥΘΕΡΙΑ» [82,14,165,28]
ghost-body3b: Όποιος νομίσει πως ξέρει τί είναι η αλήθεια θα βρεί μέσα στήν φαντασμαγορία τήν ίδια τή ζωή. Η ψυχή του ανθρώπου ζητάει τό μυστήριο όπως ζητάει το ψωμί του. [631,1884,821,1927]
phone-body4f: Κον Δέσπ. Μπονάτσου, οδός Κλειτίδου 61, Κολωνός. Ή συνδρομητρια της χθες κ. Ρήγα Φεραίου 17, Αναγνώστου 40, Δεληγιάννη 12, Καλλιδρομίου 5, Θεμιστοκλέους 26. [1389,1278,1578,1322]
masthead-page: Σελίς 10 [342,14,383,28]
chess-square [531,158,551,178]
phone-body3: Η. Κυριακίδης Ιερά Οδός 25, Πειραιώς 120, Θηβών 44, Λ. Κηφισού 88, Κολοκυνθούς 32, Π. Ράλλη 15, Αγ. Αννης 8, Μουτσοπούλου 60. [1189,1084,1379,1116]
difros-footer: ΕΚΔΟΣΕΙΣ [481,1090,581,1111]
crossword-clues: 1. Ό τίτλος του είναι συνδεδεμένος μέ τήν ιστορία φιλήθρου ζωής. 2. Δέν καταλήγουν έτσι είς τό ίδιο τέλος. 3. Πολεμιστής τού Αχιλλέως. 4. Έχει μιά προσωπική λέξη. 5. Είς τό τέλος φιλίας. 6. Ό παλαιός τού ρήματος. Καθέτως: 1. Άρχαίος πολιτικός. 2. Τό έργο του. 3. Έκοψε τήν αρετή. 4. Είναι το κλασσικό. 5. Ήρως. [82,902,256,977]
amoiba-title: ΑΜΟΙΒΑΔΩΣΙΣ ΡΙΖΙΚΗ ΘΕΡΑΠΕΙΑ [1050,1906,1158,1929]
adriatica-route1: ΔΙΑ ΠΡΙΝΤΕΖΙ — ΒΕΝΕΤΙΑΝ ΤΕΡΓΕΣΤΗΝ [414,1607,589,1618]
gonia-body1e: Μπορεί κανείς νά φανταστεί δέ να μή διαβάζεται πολύ τό ξεχωριστό τμήμα των καθημερινών εφημερίδων πού δίδονταν εις συμβουλές γιά τά προβλήματα της καρδιάς. Οι δύο αδελφές, δίδυμες, απαντούν σε χιλιάδες γράμματα αναγνωστών κάθε μέρα. [831,939,1025,1003]
gonia-body1b: Μπορεί κανείς νά φανταστεί δέ να μή διαβάζεται πολύ τό ξεχωριστό τμήμα των καθημερινών εφημερίδων πού δίδονταν εις συμβουλές γιά τά προβλήματα της καρδιάς. Οι δύο αδελφές, δίδυμες, απαντούν σε χιλιάδες γράμματα αναγνωστών κάθε μέρα. [631,808,821,873]
boumanis-ship3-text: ΣΑΒΒΑΤΟΝ 3 μ.μ. Άργος, Ναύπλιον, Τολόν. [257,2062,372,2084]
arkadia-body-mid: μιά νέον άλεξαρο, μιά τά πέφτων δέ, τά άξεσα βάσει καί τά σκεπάσαν. Καθώς τό τοπίο τούτου φανερώνεται, όπου πέφτουν νύχτα καί άνθρωποι σπό τού τόπου, τό φασί, καί άλλα πολλά, όλοι μιλάνε όλο τό ίδιο πρόβλημα. Ή έκκλησία πού φαίνεται άπό μακριά, είναι ή μόνη στρατεία, ή μόνη στάση. Άρκει τά ξέρει κανείς ότι καί τό άπίσου των πραγμάτων είναι παρουσία. [259,164,431,261]
telephone-icon [1189,114,1275,193]
nomikos-name: ΑΤΜΟΠΛΟΙΑ ΝΟΜΙΚΟΥ [106,1917,227,1929]
chess-subtitle: Άσκησις άρ. 103 [503,92,559,102]
photo-caption-text: Α σ ι α τ ι κ ά : Είς τό «Παλαί ντέ Σπόρ» τού Παρισιού έτοιμάζεται σύνθεσις τού κόσμου μέ «Χαμηλόστενον» για τό νέον έτος του «Σπόρ». [631,409,861,441]
